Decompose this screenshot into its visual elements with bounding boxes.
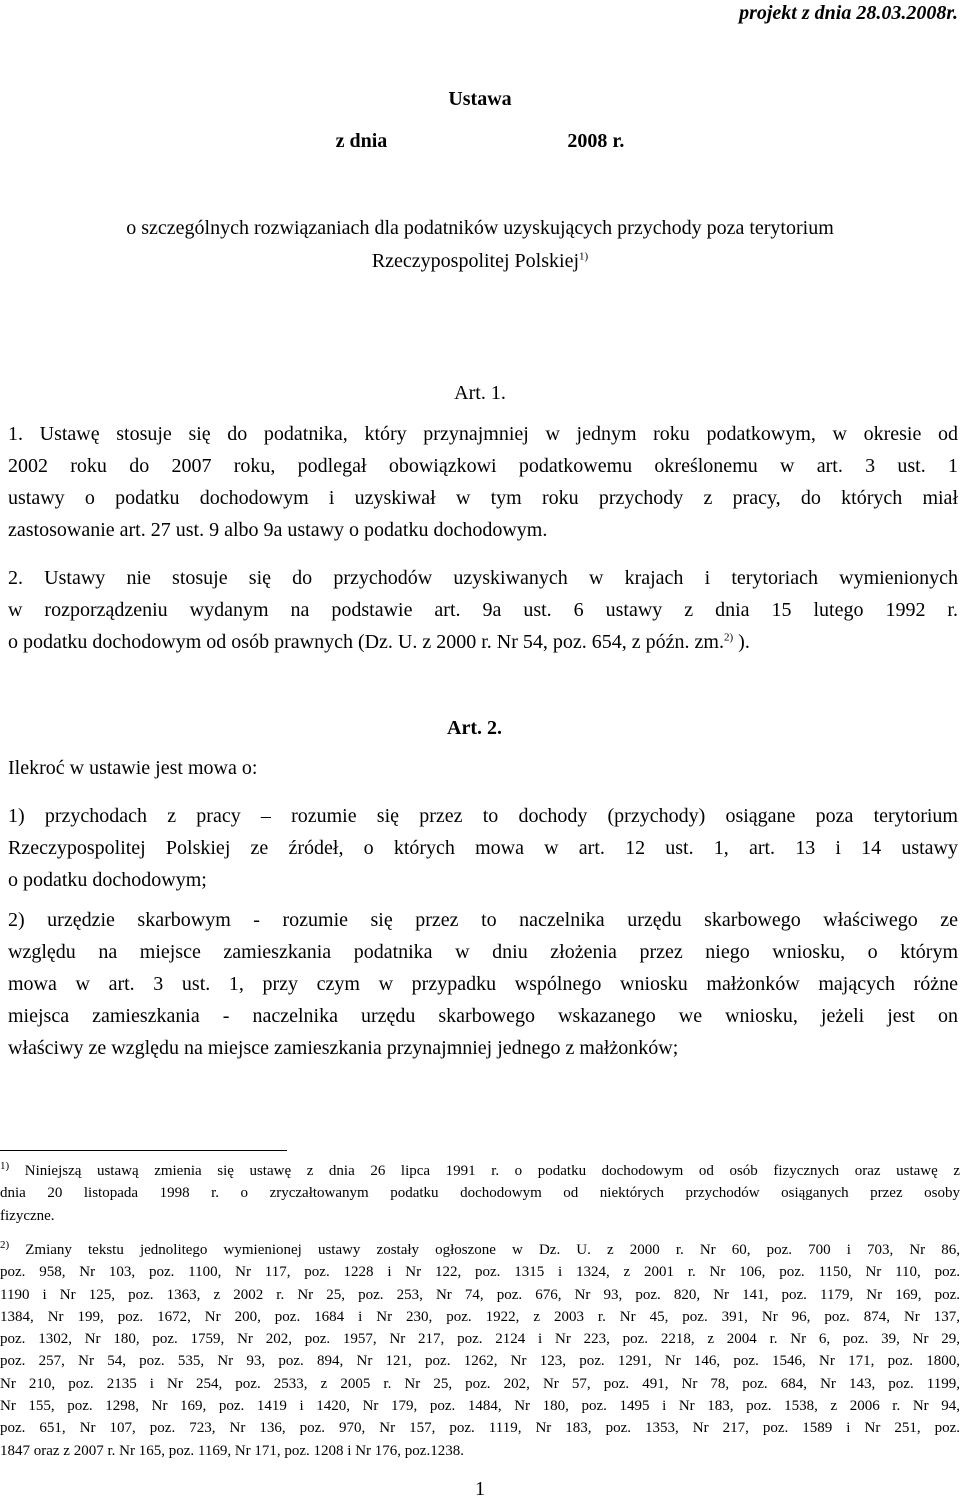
- act-type-heading: Ustawa: [448, 88, 512, 110]
- footnote-marker-2: 2): [0, 1239, 10, 1251]
- text-line: ustawy o podatku dochodowym i uzyskiwał w tym roku przychody z pracy, do których miał: [8, 487, 958, 509]
- footnote-separator: [0, 1150, 287, 1151]
- article-2-item-1: [8, 800, 958, 896]
- text-line: 1190 i Nr 125, poz. 1363, z 2002 r. Nr 25, poz. 253, Nr 74, poz. 676, Nr 93, poz. 820, Nr 141, poz. 1179, Nr 169, poz.: [0, 1286, 960, 1303]
- article-2-heading: Art. 2.: [447, 717, 502, 739]
- text-line: poz. 958, Nr 103, poz. 1100, Nr 117, poz. 1228 i Nr 122, poz. 1315 i 1324, z 2001 r. Nr 106, poz. 1150, Nr 110, poz.: [0, 1264, 960, 1281]
- text-line: poz. 257, Nr 54, poz. 535, Nr 93, poz. 894, Nr 121, poz. 1262, Nr 123, poz. 1291, Nr 146, poz. 1546, Nr 171, poz. 1800,: [0, 1353, 960, 1370]
- text-line: 1384, Nr 199, poz. 1672, Nr 200, poz. 1684 i Nr 230, poz. 1922, z 2003 r. Nr 45, poz. 391, Nr 96, poz. 874, Nr 137,: [0, 1308, 960, 1325]
- act-date-line: [0, 130, 960, 153]
- footnote-marker-1: 1): [0, 1160, 10, 1172]
- text-line: zastosowanie art. 27 ust. 9 albo 9a ustawy o podatku dochodowym.: [8, 519, 548, 541]
- footnote-ref-1[interactable]: 1): [579, 250, 589, 263]
- page-number: 1: [475, 1478, 485, 1500]
- text-line: dnia 20 listopada 1998 r. o zryczałtowanym podatku dochodowym od niektórych przychodów osiąganych przez osoby: [0, 1185, 960, 1202]
- footnote-ref-2[interactable]: 2): [723, 631, 734, 644]
- text-line: o podatku dochodowym;: [8, 869, 207, 891]
- text-line: właściwy ze względu na miejsce zamieszkania przynajmniej jednego z małżonków;: [8, 1037, 679, 1059]
- text-line: Rzeczypospolitej Polskiej ze źródeł, o których mowa w art. 12 ust. 1, art. 13 i 14 ustawy: [8, 837, 958, 859]
- draft-date-header: projekt z dnia 28.03.2008r.: [739, 2, 958, 24]
- text-line: 1847 oraz z 2007 r. Nr 165, poz. 1169, Nr 171, poz. 1208 i Nr 176, poz.1238.: [0, 1442, 464, 1459]
- footnote-1: [0, 1160, 960, 1227]
- text-line: 1) przychodach z pracy – rozumie się przez to dochody (przychody) osiągane poza terytorium: [8, 805, 958, 827]
- text-line: fizyczne.: [0, 1207, 55, 1224]
- text-line: poz. 651, Nr 107, poz. 723, Nr 136, poz. 970, Nr 157, poz. 1119, Nr 183, poz. 1353, Nr 217, poz. 1589 i Nr 251, poz.: [0, 1420, 960, 1437]
- text-line: o podatku dochodowym od osób prawnych (Dz. U. z 2000 r. Nr 54, poz. 654, z późn. zm.$^{2)}$ ).: [8, 631, 750, 653]
- text-line: 2002 roku do 2007 roku, podlegał obowiązkowi podatkowemu określonemu w art. 3 ust. 1: [8, 455, 958, 477]
- act-date-prefix: z dnia: [335, 130, 388, 152]
- text-line: miejsca zamieszkania - naczelnika urzędu skarbowego wskazanego we wniosku, jeżeli jest on: [8, 1005, 958, 1027]
- text-line: 2. Ustawy nie stosuje się do przychodów uzyskiwanych w krajach i terytoriach wymienionych: [8, 567, 958, 589]
- act-date-year: 2008 r.: [567, 130, 625, 152]
- text-line: Nr 210, poz. 2135 i Nr 254, poz. 2533, z 2005 r. Nr 25, poz. 202, Nr 57, poz. 491, Nr 78, poz. 684, Nr 143, poz. 1199,: [0, 1375, 960, 1392]
- text-line: $^{2)}$ Zmiany tekstu jednolitego wymienionej ustawy zostały ogłoszone w Dz. U. z 2000 r. Nr 60, poz. 700 i 703, Nr 86,: [0, 1239, 960, 1258]
- text-line: względu na miejsce zamieszkania podatnika w dniu złożenia przez niego wniosku, o którym: [8, 941, 958, 963]
- text-line: $^{1)}$ Niniejszą ustawą zmienia się ustawę z dnia 26 lipca 1991 r. o podatku dochodowym od osób fizycznych oraz ustawę z: [0, 1160, 960, 1179]
- article-2-intro: Ilekroć w ustawie jest mowa o:: [8, 757, 258, 779]
- footnote-2: [0, 1239, 960, 1462]
- text-line: 2) urzędzie skarbowym - rozumie się przez to naczelnika urzędu skarbowego właściwego ze: [8, 909, 958, 931]
- text-line: Nr 155, poz. 1298, Nr 169, poz. 1419 i 1420, Nr 179, poz. 1484, Nr 180, poz. 1495 i Nr 183, poz. 1538, z 2006 r. Nr 94,: [0, 1398, 960, 1415]
- text-line: 1. Ustawę stosuje się do podatnika, który przynajmniej w jednym roku podatkowym, w okresie od: [8, 423, 958, 445]
- article-2-item-2: [8, 904, 958, 1064]
- act-title-line-2: Rzeczypospolitej Polskiej$^{1)}$: [371, 250, 589, 272]
- act-title-line-1: o szczególnych rozwiązaniach dla podatników uzyskujących przychody poza terytorium: [126, 217, 834, 239]
- text-line: w rozporządzeniu wydanym na podstawie art. 9a ust. 6 ustawy z dnia 15 lutego 1992 r.: [8, 599, 958, 621]
- text-line: mowa w art. 3 ust. 1, przy czym w przypadku wspólnego wniosku małżonków mających różne: [8, 973, 958, 995]
- article-1-paragraph-1: [8, 418, 958, 546]
- article-1-paragraph-2: [8, 562, 958, 658]
- text-line: poz. 1302, Nr 180, poz. 1759, Nr 202, poz. 1957, Nr 217, poz. 2124 i Nr 223, poz. 2218, z 2004 r. Nr 6, poz. 39, Nr 29,: [0, 1331, 960, 1348]
- article-1-heading: Art. 1.: [454, 382, 506, 404]
